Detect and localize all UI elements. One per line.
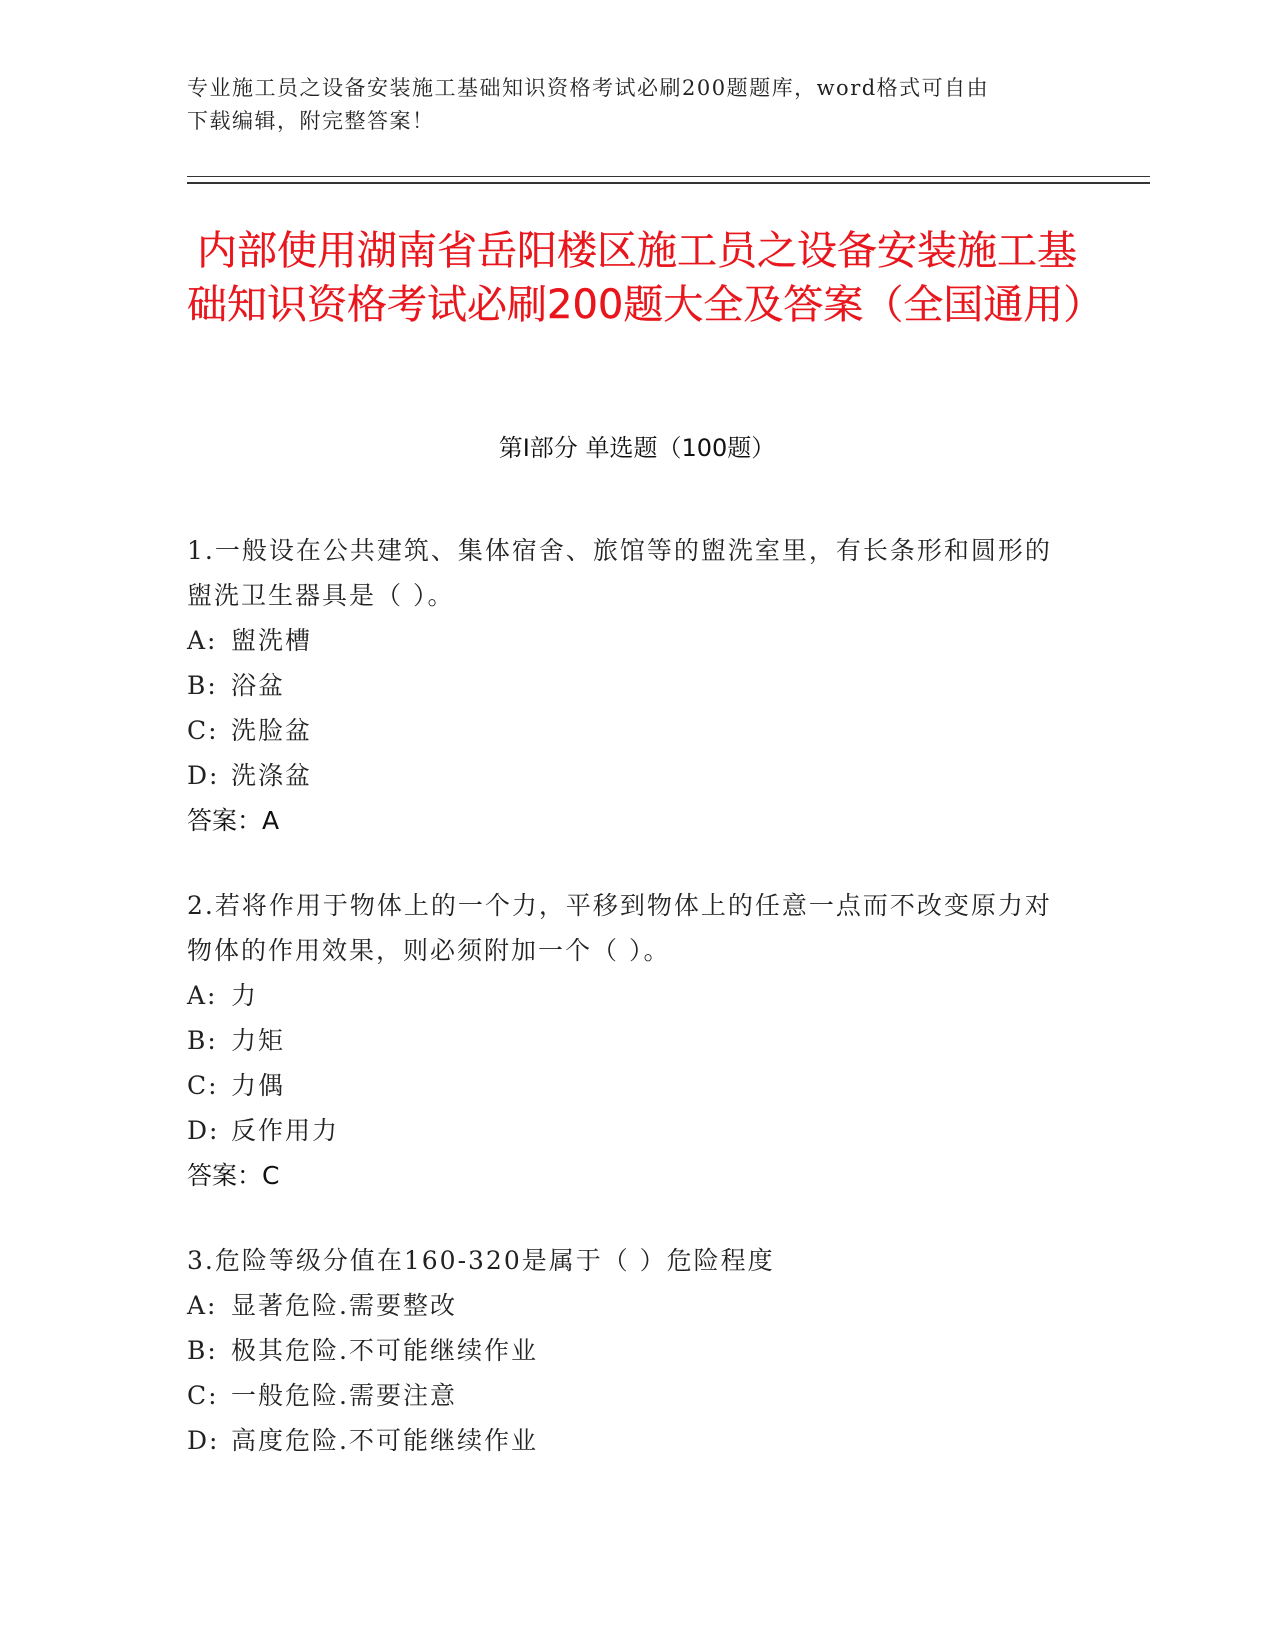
option-text: 力 (231, 981, 259, 1010)
question-stem: 2.若将作用于物体上的一个力，平移到物体上的任意一点而不改变原力对物体的作用效果，则必须附加一个（ ）。 (187, 891, 1052, 965)
option-key: A: (187, 1291, 218, 1320)
option-key: C: (187, 1381, 219, 1410)
option-key: D: (187, 1116, 220, 1145)
option-a (187, 973, 1067, 1018)
option-a (187, 618, 1067, 663)
option-text: 一般危险.需要注意 (231, 1381, 457, 1410)
option-b (187, 1018, 1067, 1063)
header-divider-thick (187, 182, 1150, 184)
header-note: 专业施工员之设备安装施工基础知识资格考试必刷200题题库，word格式可自由 下载编辑，附完整答案！ (187, 76, 990, 133)
header-divider-thin (187, 176, 1150, 177)
option-key: D: (187, 1426, 220, 1455)
option-a (187, 1283, 1067, 1328)
option-key: A: (187, 981, 218, 1010)
option-b (187, 1328, 1067, 1373)
option-text: 浴盆 (231, 671, 286, 700)
document-title: 内部使用湖南省岳阳楼区施工员之设备安装施工基础知识资格考试必刷200题大全及答案（全国通用） (187, 228, 1104, 328)
question-2 (187, 883, 1067, 1198)
option-key: B: (187, 1026, 218, 1055)
option-key: B: (187, 671, 218, 700)
option-b (187, 663, 1067, 708)
question-stem: 1.一般设在公共建筑、集体宿舍、旅馆等的盥洗室里，有长条形和圆形的盥洗卫生器具是（ ）。 (187, 536, 1052, 610)
answer-line: 答案：A (187, 806, 280, 835)
answer-line: 答案：C (187, 1161, 280, 1190)
question-1 (187, 528, 1067, 843)
question-list (187, 528, 1067, 1503)
option-c (187, 1063, 1067, 1108)
option-d (187, 753, 1067, 798)
section-title: 第Ⅰ部分 单选题（100题） (498, 434, 776, 462)
option-c (187, 708, 1067, 753)
option-text: 反作用力 (231, 1116, 340, 1145)
option-text: 洗脸盆 (231, 716, 313, 745)
option-key: C: (187, 1071, 219, 1100)
option-key: B: (187, 1336, 218, 1365)
question-3 (187, 1238, 1067, 1463)
option-text: 力偶 (231, 1071, 286, 1100)
option-d (187, 1418, 1067, 1463)
option-text: 洗涤盆 (231, 761, 313, 790)
option-text: 显著危险.需要整改 (231, 1291, 457, 1320)
option-text: 高度危险.不可能继续作业 (231, 1426, 538, 1455)
option-key: C: (187, 716, 219, 745)
question-stem: 3.危险等级分值在160-320是属于（ ）危险程度 (187, 1246, 775, 1275)
option-text: 盥洗槽 (231, 626, 313, 655)
option-c (187, 1373, 1067, 1418)
option-text: 力矩 (231, 1026, 286, 1055)
option-d (187, 1108, 1067, 1153)
option-key: D: (187, 761, 220, 790)
option-key: A: (187, 626, 218, 655)
option-text: 极其危险.不可能继续作业 (231, 1336, 538, 1365)
